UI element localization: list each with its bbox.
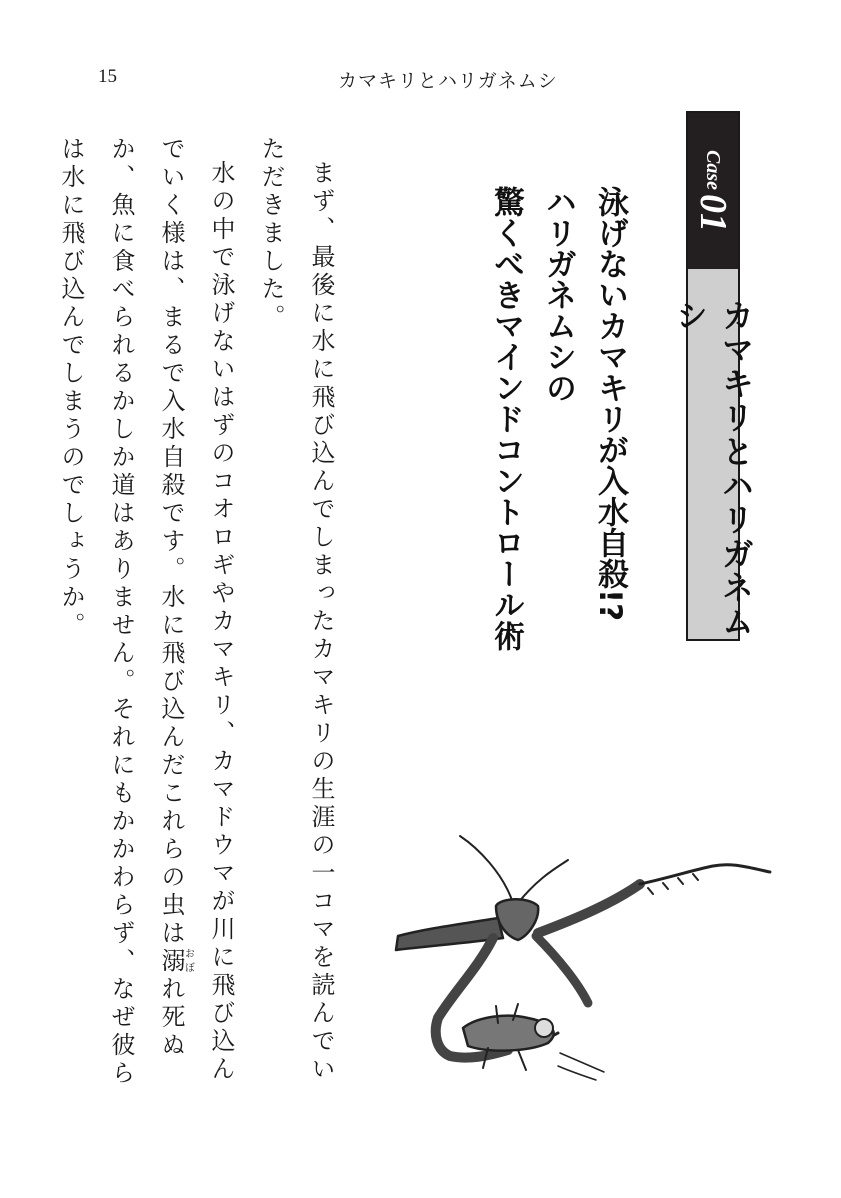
page-number: 15 [98, 66, 117, 87]
chapter-title [480, 186, 636, 706]
praying-mantis-icon [378, 828, 778, 1088]
paragraph-2-part-2: れ死ぬか、魚に食べられるかしか道はありません。それにもかかわらず、なぜ彼らは水に飛び込んでしまうのでしょうか。 [57, 136, 185, 1088]
case-label [671, 111, 755, 641]
paragraph-2-part-1: 水の中で泳げないはずのコオロギやカマキリ、カマドウマが川に飛び込んでいく様は、まるで入水自殺です。水に飛び込んだこれらの虫は [157, 136, 235, 1084]
ruby-oboreru: 溺おぼ [157, 948, 194, 976]
case-number-block [688, 113, 738, 269]
case-subject: カマキリとハリガネムシ [671, 299, 755, 639]
body-text [46, 136, 346, 1096]
title-line-3: 驚くべきマインドコントロール術 [488, 186, 524, 651]
case-number: 01 [692, 194, 734, 232]
paragraph-1: まず、最後に水に飛び込んでしまったカマキリの生涯の一コマを読んでいただきました。 [257, 136, 335, 1084]
case-subject-block [671, 269, 755, 639]
case-word: Case [702, 150, 724, 190]
paragraph-2 [46, 136, 246, 1096]
title-line-1: 泳げないカマキリが入水自殺!? [592, 186, 628, 622]
title-line-2: ハリガネムシの [540, 186, 576, 403]
running-head: カマキリとハリガネムシ [338, 70, 558, 92]
